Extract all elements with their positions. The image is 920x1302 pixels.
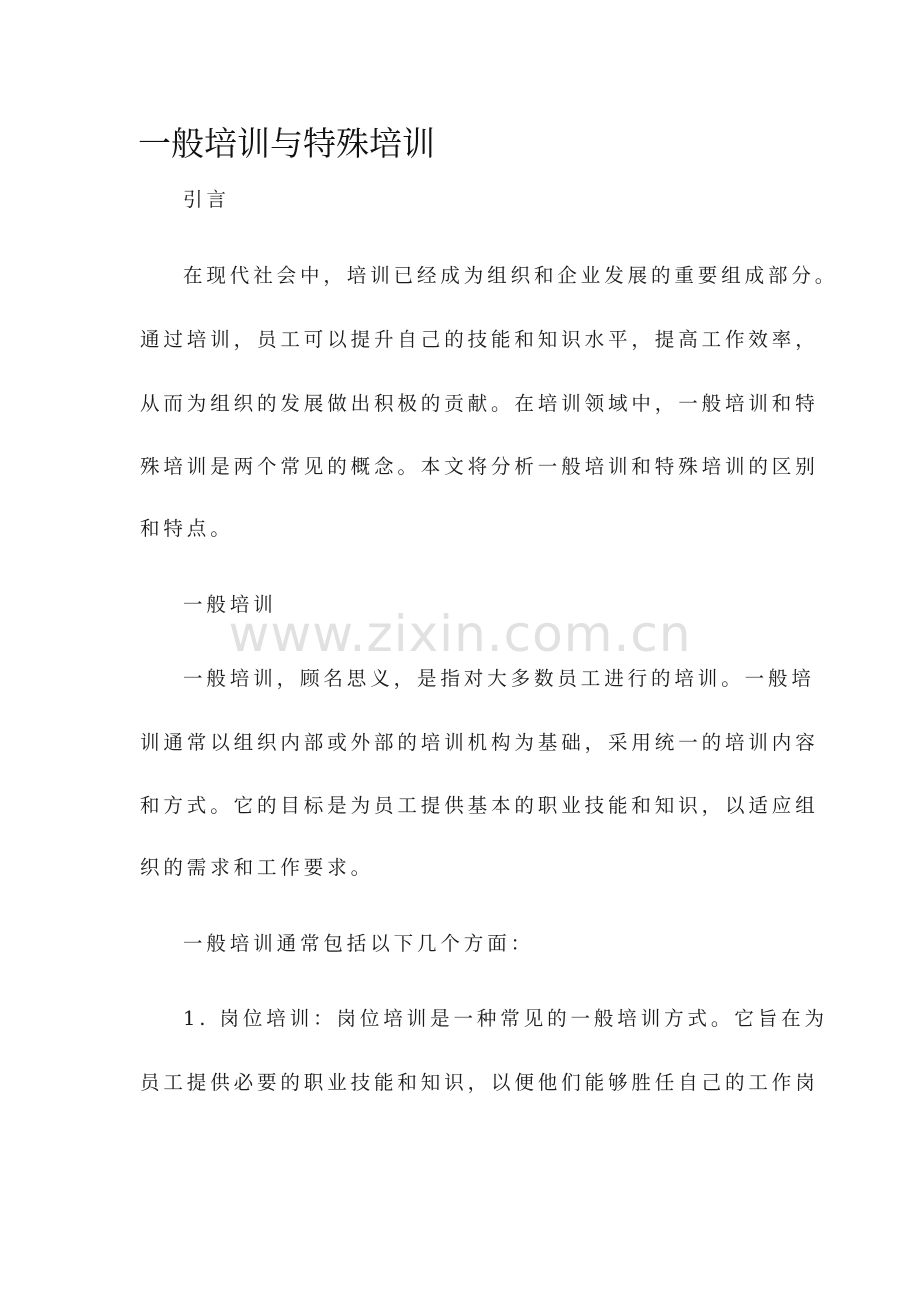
paragraph-line: 通过培训，员工可以提升自己的技能和知识水平，提高工作效率， [140,328,819,351]
document-title: 一般培训与特殊培训 [138,124,435,163]
list-item-line: 1. 岗位培训：岗位培训是一种常见的一般培训方式。它旨在为 [183,1007,828,1030]
watermark: www.zixin.com.cn [228,605,692,663]
paragraph-line: 从而为组织的发展做出积极的贡献。在培训领域中，一般培训和特 [140,392,819,415]
paragraph-line: 和特点。 [140,517,234,540]
section-heading-general-training: 一般培训 [183,593,277,616]
paragraph-line: 在现代社会中，培训已经成为组织和企业发展的重要组成部分。 [183,264,839,287]
paragraph-line: 殊培训是两个常见的概念。本文将分析一般培训和特殊培训的区别 [140,455,819,478]
paragraph-line: 织的需求和工作要求。 [140,856,375,879]
list-item-line: 员工提供必要的职业技能和知识，以便他们能够胜任自己的工作岗 [140,1071,819,1094]
paragraph-line: 一般培训通常包括以下几个方面： [183,932,535,955]
paragraph-line: 一般培训，顾名思义，是指对大多数员工进行的培训。一般培 [183,667,815,690]
section-heading-introduction: 引言 [183,188,230,211]
paragraph-line: 训通常以组织内部或外部的培训机构为基础，采用统一的培训内容 [140,731,819,754]
paragraph-line: 和方式。它的目标是为员工提供基本的职业技能和知识，以适应组 [140,794,819,817]
